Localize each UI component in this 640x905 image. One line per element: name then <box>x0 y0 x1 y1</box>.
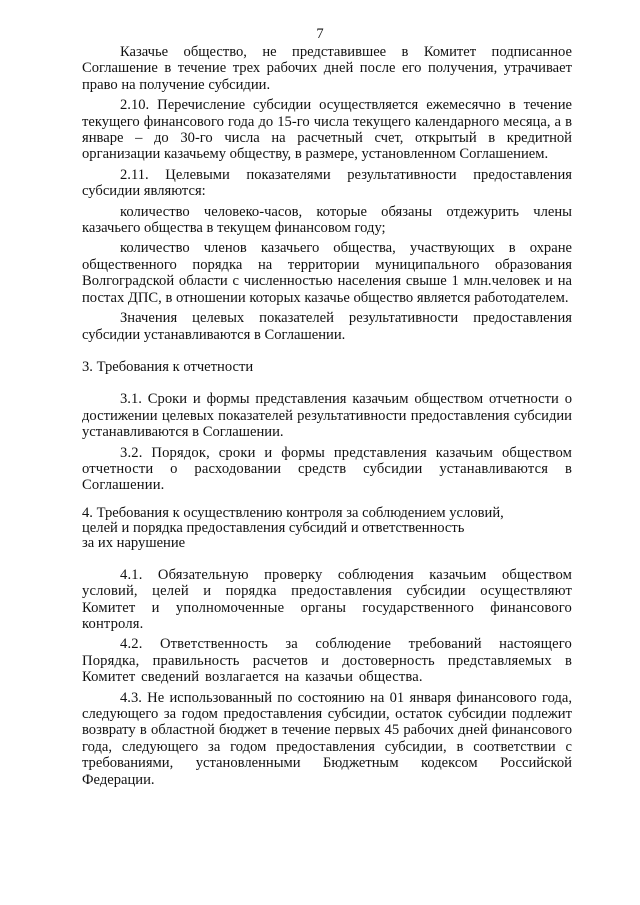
paragraph-4-2: 4.2. Ответственность за соблюдение требований настоящего Порядка, правильность расчетов и достоверность представляемых в Комитет сведений возлагается на казачьи общества. <box>82 636 572 686</box>
paragraph-indicator-members: количество членов казачьего общества, участвующих в охране общественного порядка на территории муниципального образования Волгоградской области с численностью населения свыше 1 млн.человек и на постах ДПС, в отношении которых казачье общество является работодателем. <box>82 240 572 306</box>
paragraph-3-1: 3.1. Сроки и формы представления казачьим обществом отчетности о достижении целевых показателей результативности предоставления субсидии устанавливаются в Соглашении. <box>82 391 572 441</box>
section-4-heading-line2: целей и порядка предоставления субсидий и ответственность <box>82 519 465 536</box>
section-4-heading <box>82 506 572 551</box>
paragraph-4-3: 4.3. Не использованный по состоянию на 01 января финансового года, следующего за годом предоставления субсидии, остаток субсидии подлежит возврату в областной бюджет в течение первых 45 рабочих дней финансового года, следующего за годом предоставления субсидии, в соответствии с требованиями, установленными Бюджетным кодексом Российской Федерации. <box>82 689 572 788</box>
paragraph-top-0: Казачье общество, не представившее в Комитет подписанное Соглашение в течение трех рабочих дней после его получения, утрачивает право на получение субсидии. <box>82 44 572 93</box>
paragraph-2-10: 2.10. Перечисление субсидии осуществляется ежемесячно в течение текущего финансового года до 15-го числа текущего календарного месяца, а в январе – до 30-го числа на расчетный счет, открытый в кредитной организации казачьему обществу, в размере, установленном Соглашением. <box>82 97 572 163</box>
section-4-heading-line3: за их нарушение <box>82 534 186 551</box>
section-3-heading: 3. Требования к отчетности <box>82 358 254 375</box>
document-body <box>82 44 572 788</box>
paragraph-indicator-values: Значения целевых показателей результативности предоставления субсидии устанавливаются в Соглашении. <box>82 310 572 343</box>
paragraph-2-11: 2.11. Целевыми показателями результативности предоставления субсидии являются: <box>82 166 572 200</box>
section-4-heading-line1: 4. Требования к осуществлению контроля за соблюдением условий, <box>82 504 504 521</box>
paragraph-indicator-hours: количество человеко-часов, которые обязаны отдежурить члены казачьего общества в текущем финансовом году; <box>82 203 572 237</box>
page-number: 7 <box>316 26 324 42</box>
paragraph-3-2: 3.2. Порядок, сроки и формы представления казачьим обществом отчетности о расходовании средств субсидии устанавливаются в Соглашении. <box>82 444 572 494</box>
paragraph-4-1: 4.1. Обязательную проверку соблюдения казачьим обществом условий, целей и порядка предоставления субсидии осуществляют Комитет и уполномоченные органы государственного финансового контроля. <box>82 566 572 632</box>
